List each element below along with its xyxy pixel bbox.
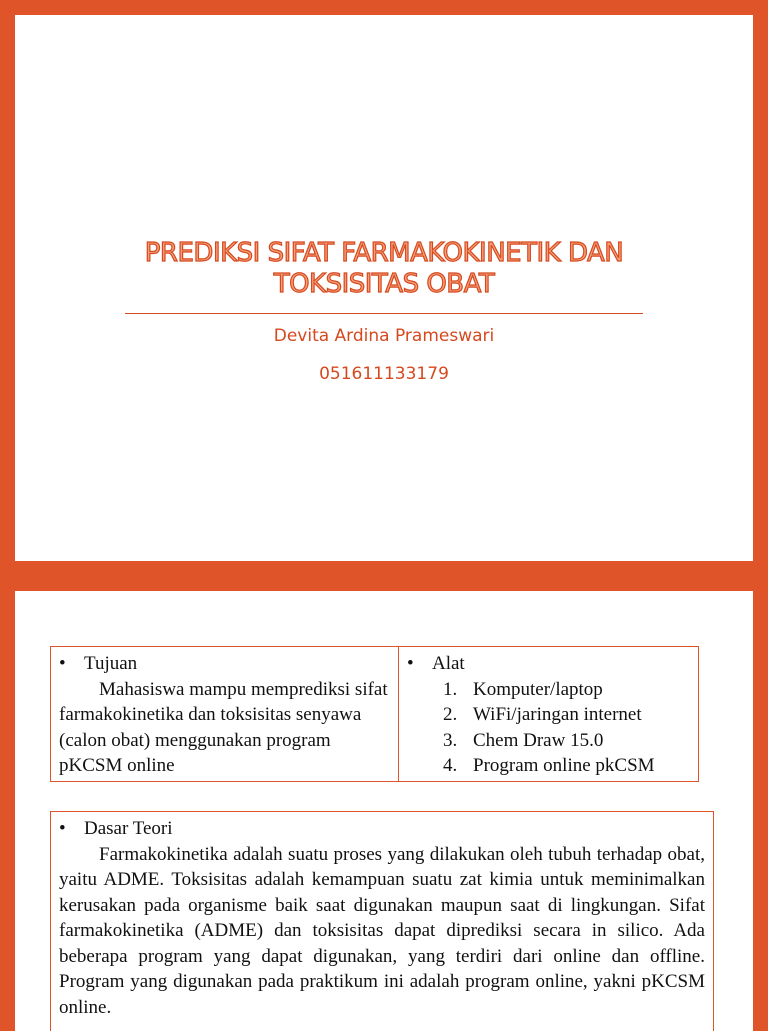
dasar-teori-heading-row bbox=[59, 816, 705, 842]
list-item-number: 1. bbox=[443, 678, 458, 700]
alat-box bbox=[398, 646, 699, 782]
dasar-teori-text: Farmakokinetika adalah suatu proses yang dilakukan oleh tubuh terhadap obat, yaitu ADME. Toksisitas adalah kemampuan suatu zat kimia untuk meminimalkan kerusakan pada organisme baik saat digunakan maupun saat di lingkungan. Sifat farmakokinetika (ADME) dan toksisitas dapat diprediksi secara in silico. Ada beberapa program yang dapat digunakan, yang terdiri dari online dan offline. Program yang digunakan pada praktikum ini adalah program online, yakni pKCSM online. bbox=[59, 843, 705, 1018]
dasar-teori-box bbox=[50, 811, 714, 1031]
alat-list bbox=[407, 677, 690, 779]
list-item-number: 4. bbox=[443, 755, 458, 776]
list-item bbox=[443, 753, 690, 779]
tujuan-heading-row bbox=[59, 651, 391, 677]
tujuan-heading: Tujuan bbox=[84, 653, 138, 674]
list-item-label: Komputer/laptop bbox=[473, 678, 603, 700]
list-item-number: 3. bbox=[443, 729, 458, 751]
tujuan-text: Mahasiswa mampu memprediksi sifat farmakokinetika dan toksisitas senyawa (calon obat) menggunakan program pKCSM online bbox=[59, 678, 388, 776]
list-item bbox=[443, 728, 690, 754]
author-name: Devita Ardina Prameswari bbox=[273, 326, 495, 346]
bullet-icon: • bbox=[59, 818, 66, 839]
slide-title-line2: TOKSISITAS OBAT bbox=[273, 269, 495, 299]
slide-title bbox=[0, 238, 768, 300]
list-item bbox=[443, 702, 690, 728]
list-item-label: Program online pkCSM bbox=[473, 755, 655, 776]
alat-heading-row bbox=[407, 651, 690, 677]
dasar-teori-heading: Dasar Teori bbox=[84, 818, 173, 839]
title-underline-rule bbox=[125, 313, 643, 314]
alat-heading: Alat bbox=[432, 653, 465, 674]
list-item-label: Chem Draw 15.0 bbox=[473, 729, 604, 751]
list-item bbox=[443, 677, 690, 703]
list-item-label: WiFi/jaringan internet bbox=[473, 704, 642, 725]
bullet-icon: • bbox=[407, 653, 414, 674]
tujuan-box bbox=[50, 646, 399, 782]
slide-title-line1: PREDIKSI SIFAT FARMAKOKINETIK DAN bbox=[144, 238, 624, 268]
student-id: 051611133179 bbox=[319, 364, 449, 384]
list-item-number: 2. bbox=[443, 704, 458, 725]
bullet-icon: • bbox=[59, 653, 66, 674]
